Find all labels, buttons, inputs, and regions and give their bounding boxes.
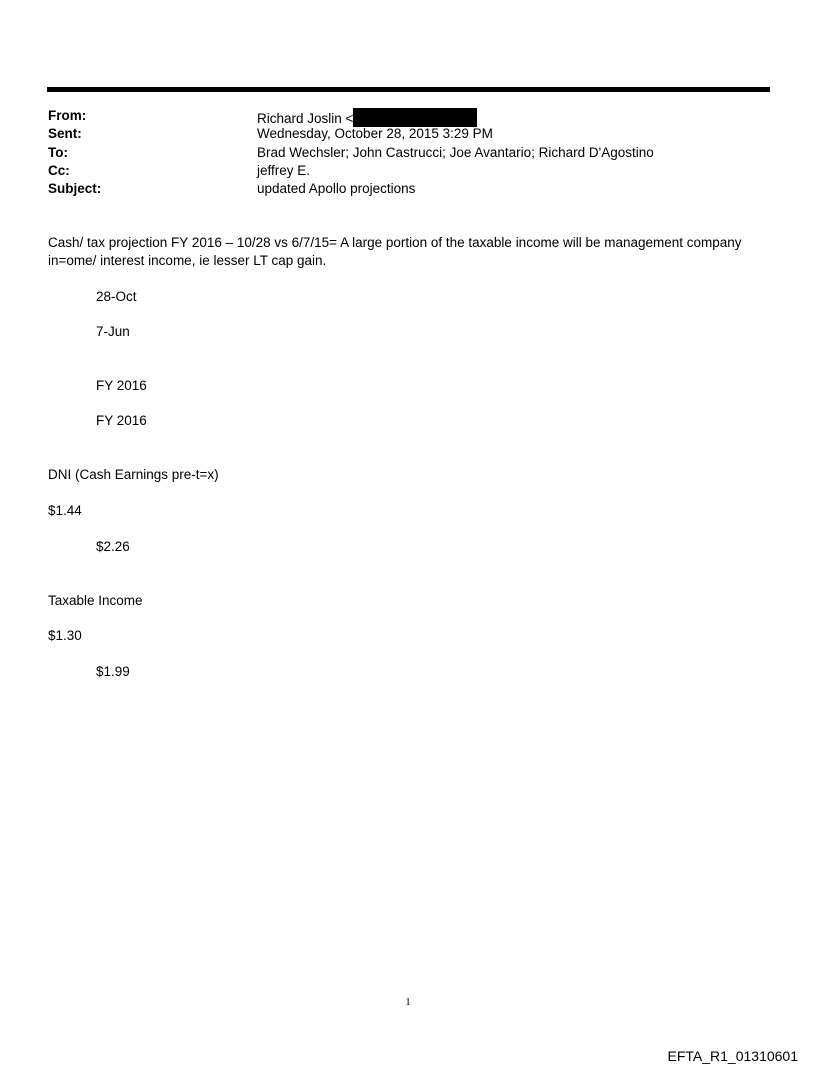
sent-label: Sent: bbox=[48, 126, 82, 141]
from-label: From: bbox=[48, 108, 87, 123]
taxable-value-jun: $1.99 bbox=[96, 664, 130, 679]
to-label: To: bbox=[48, 145, 68, 160]
fy-label-2: FY 2016 bbox=[96, 413, 147, 428]
date-oct: 28-Oct bbox=[96, 289, 137, 304]
taxable-income-label: Taxable Income bbox=[48, 593, 143, 608]
date-jun: 7-Jun bbox=[96, 324, 130, 339]
from-name: Richard Joslin < bbox=[257, 111, 354, 126]
cc-label: Cc: bbox=[48, 163, 70, 178]
sent-value: Wednesday, October 28, 2015 3:29 PM bbox=[257, 126, 493, 141]
page-number: 1 bbox=[405, 996, 411, 1008]
subject-label: Subject: bbox=[48, 181, 102, 196]
dni-value-oct: $1.44 bbox=[48, 503, 82, 518]
taxable-value-oct: $1.30 bbox=[48, 628, 82, 643]
to-value: Brad Wechsler; John Castrucci; Joe Avantario; Richard D'Agostino bbox=[257, 145, 654, 160]
fy-label-1: FY 2016 bbox=[96, 378, 147, 393]
bates-number: EFTA_R1_01310601 bbox=[667, 1048, 798, 1064]
dni-label: DNI (Cash Earnings pre-t=x) bbox=[48, 467, 219, 482]
cc-value: jeffrey E. bbox=[257, 163, 311, 178]
header-rule bbox=[47, 87, 770, 92]
from-value bbox=[257, 108, 477, 127]
body-intro: Cash/ tax projection FY 2016 – 10/28 vs 6/7/15= A large portion of the taxable income will be management company in=ome/ interest income, ie lesser LT cap gain. bbox=[48, 235, 742, 268]
redaction-box bbox=[353, 108, 477, 127]
dni-value-jun: $2.26 bbox=[96, 539, 130, 554]
subject-value: updated Apollo projections bbox=[257, 181, 416, 196]
